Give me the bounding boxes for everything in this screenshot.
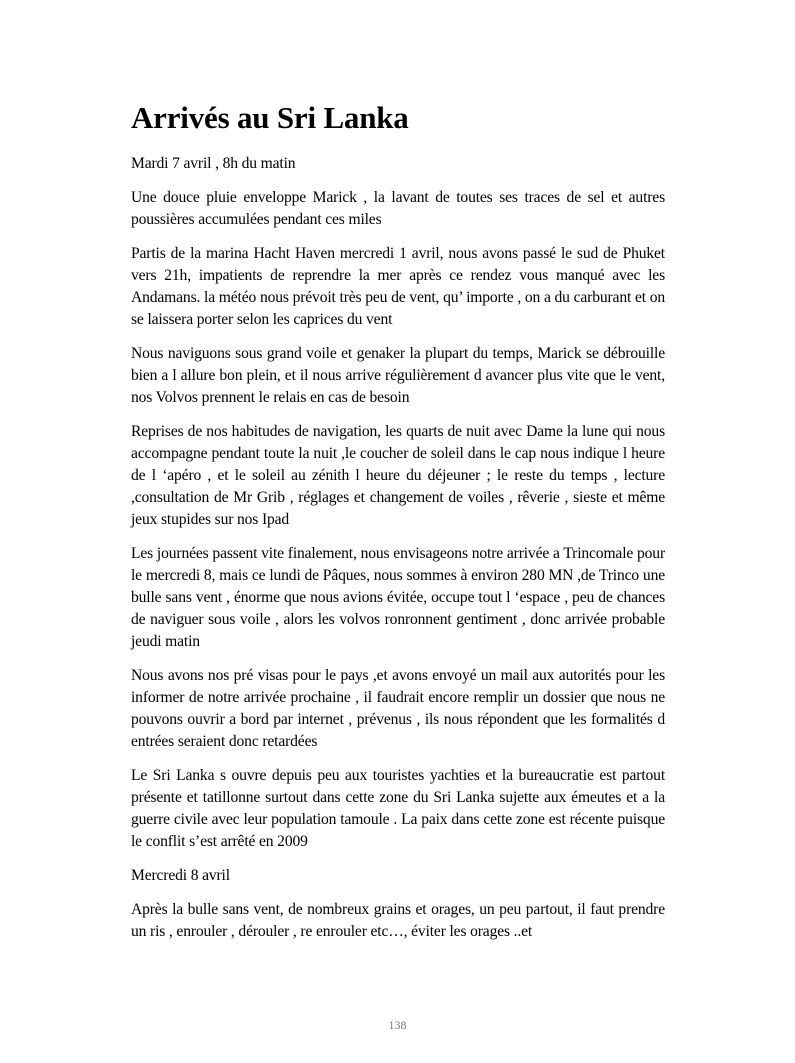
paragraph-days: Les journées passent vite finalement, nous envisageons notre arrivée a Trincomale pour le mercredi 8, mais ce lundi de Pâques, nous sommes à environ 280 MN ,de Trinco une bulle sans vent , énorme que nous avions évitée, occupe tout l ‘espace , peu de chances de naviguer sous voile , alors les volvos ronronnent gentiment , donc arrivée probable jeudi matin (131, 545, 665, 650)
paragraph-visas: Nous avons nos pré visas pour le pays ,et avons envoyé un mail aux autorités pour les informer de notre arrivée prochaine , il faudrait encore remplir un dossier que nous ne pouvons ouvrir a bord par internet , prévenus , ils nous répondent que les formalités d entrées seraient donc retardées (131, 667, 665, 750)
date-heading-tuesday: Mardi 7 avril , 8h du matin (131, 155, 296, 172)
paragraph-sailing: Nous naviguons sous grand voile et genaker la plupart du temps, Marick se débrouille bien a l allure bon plein, et il nous arrive régulièrement d avancer plus vite que le vent, nos Volvos prennent le relais en cas de besoin (131, 345, 665, 406)
paragraph-habits: Reprises de nos habitudes de navigation, les quarts de nuit avec Dame la lune qui nous accompagne pendant toute la nuit ,le coucher de soleil dans le cap nous indique l heure de l ‘apéro , et le soleil au zénith l heure du déjeuner ; le reste du temps , lecture ,consultation de Mr Grib , réglages et changement de voiles , rêverie , sieste et même jeux stupides sur nos Ipad (131, 423, 665, 528)
document-page (131, 98, 665, 955)
paragraph-storms: Après la bulle sans vent, de nombreux grains et orages, un peu partout, il faut prendre un ris , enrouler , dérouler , re enrouler etc…, éviter les orages ..et (131, 901, 665, 940)
paragraph-bureaucracy: Le Sri Lanka s ouvre depuis peu aux touristes yachties et la bureaucratie est partout présente et tatillonne surtout dans cette zone du Sri Lanka sujette aux émeutes et a la guerre civile avec leur population tamoule . La paix dans cette zone est récente puisque le conflit s’est arrêté en 2009 (131, 767, 665, 850)
paragraph-departure: Partis de la marina Hacht Haven mercredi 1 avril, nous avons passé le sud de Phuket vers 21h, impatients de reprendre la mer après ce rendez vous manqué avec les Andamans. la météo nous prévoit très peu de vent, qu’ importe , on a du carburant et on se laissera porter selon les caprices du vent (131, 245, 665, 328)
page-title: Arrivés au Sri Lanka (131, 100, 409, 135)
paragraph-rain: Une douce pluie enveloppe Marick , la lavant de toutes ses traces de sel et autres poussières accumulées pendant ces miles (131, 189, 665, 228)
date-heading-wednesday: Mercredi 8 avril (131, 867, 230, 884)
page-number: 138 (388, 1018, 407, 1032)
